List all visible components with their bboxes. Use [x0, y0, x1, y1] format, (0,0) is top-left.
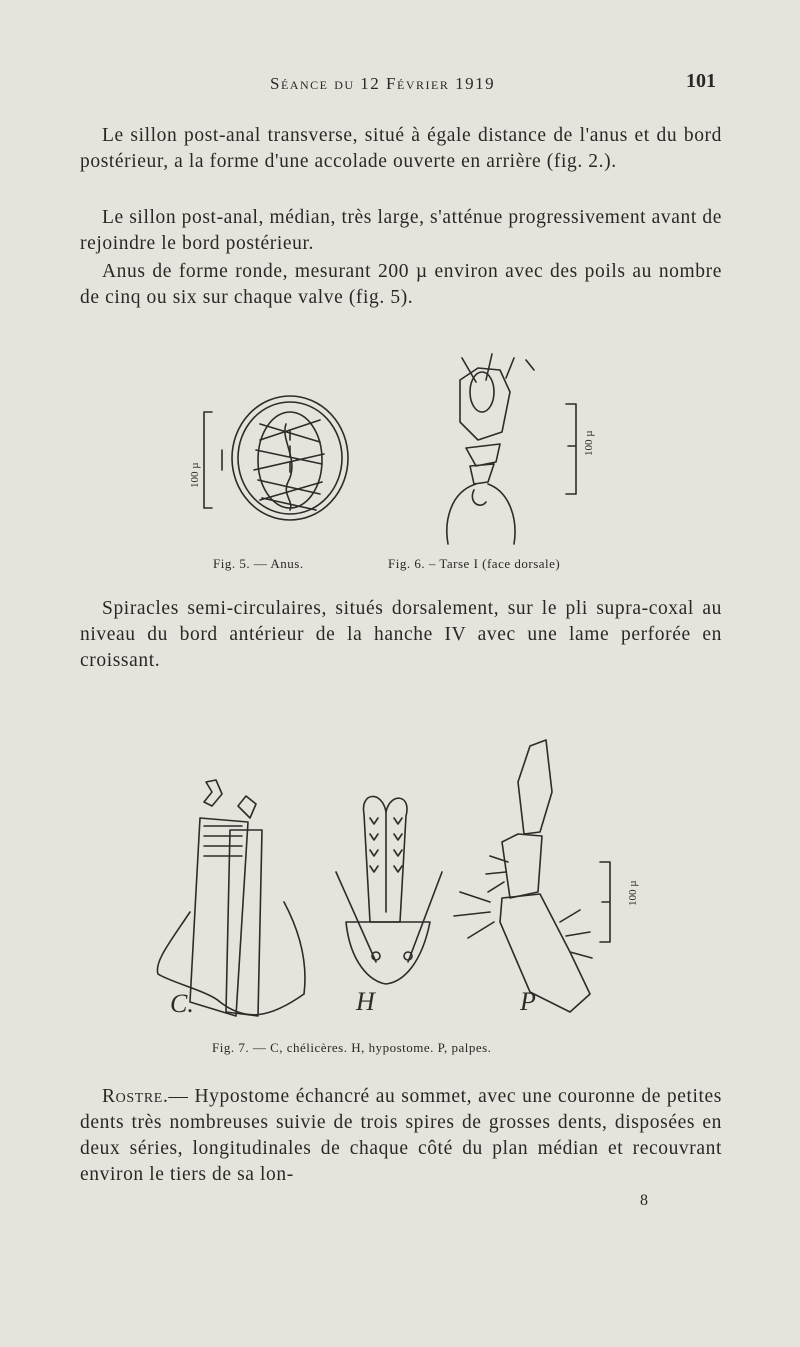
fig7-label-h: H: [356, 987, 375, 1016]
fig7-scale-label: 100 µ: [627, 880, 639, 906]
fig7-label-c: C.: [170, 989, 194, 1018]
paragraph-5-text: Hypostome échancré au sommet, avec une couronne de petites dents très nombreuses suivie de trois spires de grosses dents, disposées en deux séries, longitudinales de chaque côté du plan médian et recouvrant environ le tiers de sa lon-: [80, 1086, 722, 1185]
paragraph-5: [80, 1084, 722, 1188]
figure-5-anus: [190, 390, 370, 540]
paragraph-4: [80, 596, 722, 674]
figure-6-tarse: [430, 352, 630, 550]
paragraph-2: [80, 205, 722, 257]
paragraph-1-text: Le sillon post-anal transverse, situé à égale distance de l'anus et du bord postérieur, a la forme d'une accolade ouverte en arrière (fig. 2.).: [80, 125, 722, 172]
figure-6-caption: Fig. 6. – Tarse I (face dorsale): [388, 556, 561, 571]
paragraph-1: [80, 123, 722, 175]
paragraph-2-text: Le sillon post-anal, médian, très large, s'atténue progressivement avant de rejoindre le bord postérieur.: [80, 207, 722, 254]
page-number: 101: [686, 70, 716, 92]
fig7-palp-p: [454, 740, 639, 1012]
paragraph-5-lead: Rostre.—: [102, 1086, 189, 1107]
figure-5-caption: Fig. 5. — Anus.: [213, 556, 304, 571]
fig7-label-p: P: [520, 987, 536, 1016]
fig7-hypostome-h: [336, 796, 442, 984]
paragraph-3-text: Anus de forme ronde, mesurant 200 µ environ avec des poils au nombre de cinq ou six sur chaque valve (fig. 5).: [80, 261, 722, 308]
figure-7-mouthparts: [150, 722, 640, 1032]
paragraph-3: [80, 259, 722, 311]
fig7-chelicera-c: [157, 780, 305, 1016]
signature-mark: 8: [640, 1192, 648, 1209]
fig6-scale-label: 100 µ: [583, 430, 595, 456]
fig5-scale-label: 100 µ: [189, 462, 201, 488]
figure-7-caption: Fig. 7. — C, chélicères. H, hypostome. P, palpes.: [212, 1040, 492, 1055]
paragraph-4-text: Spiracles semi-circulaires, situés dorsalement, sur le pli supra-coxal au niveau du bord antérieur de la hanche IV avec une lame perforée en croissant.: [80, 598, 722, 671]
running-title: Séance du 12 Février 1919: [270, 74, 496, 93]
